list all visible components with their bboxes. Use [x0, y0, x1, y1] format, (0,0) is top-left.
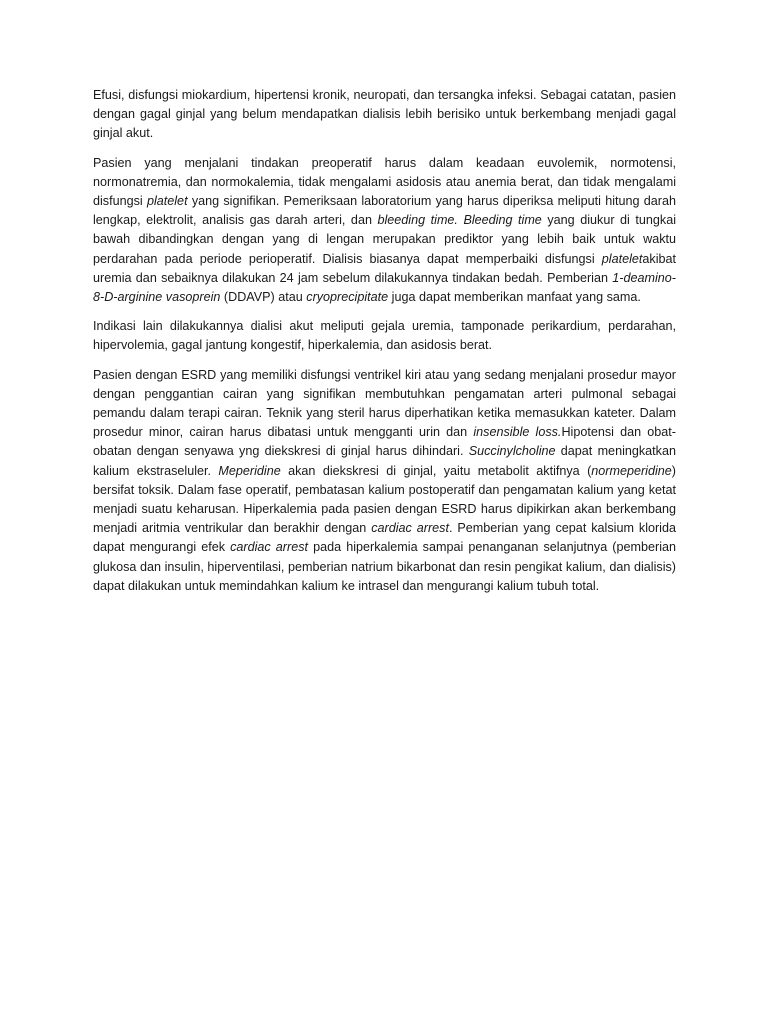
text-run: dapat meningkatkan kalium ekstraseluler.: [93, 444, 676, 478]
text-run: (DDAVP) atau: [220, 290, 307, 305]
document-page: [93, 86, 676, 606]
italic-term: platelet: [601, 251, 643, 266]
italic-term: bleeding time. Bleeding time: [377, 213, 542, 228]
text-run: Pasien yang menjalani tindakan preoperatif harus dalam keadaan euvolemik, normotensi, normonatremia, dan normokalemia, tidak mengalami asidosis atau anemia berat, dan tidak mengalami disfungsi: [93, 155, 676, 209]
italic-term: 1-deamino-8-D-arginine vasoprein: [93, 270, 676, 305]
text-run: akan diekskresi di ginjal, yaitu metabolit aktifnya (: [280, 463, 592, 478]
text-run: Hipotensi dan obat-obatan dengan senyawa yng diekskresi di ginjal harus dihindari.: [93, 425, 676, 459]
text-run: Efusi, disfungsi miokardium, hipertensi kronik, neuropati, dan tersangka infeksi. Sebagai catatan, pasien dengan gagal ginjal yang belum mendapatkan dialisis lebih berisiko untuk berkembang menjadi gagal ginjal akut.: [93, 88, 676, 141]
text-run: ) bersifat toksik. Dalam fase operatif, pembatasan kalium postoperatif dan pengamatan kalium yang ketat menjadi suatu keharusan. Hiperkalemia pada pasien dengan ESRD harus dipikirkan akan berkembang menjadi aritmia ventrikular dan berakhir dengan: [93, 463, 676, 536]
italic-term: insensible loss.: [473, 425, 562, 440]
text-run: Indikasi lain dilakukannya dialisi akut meliputi gejala uremia, tamponade perikardium, perdarahan, hipervolemia, gagal jantung kongestif, hiperkalemia, dan asidosis berat.: [93, 319, 676, 353]
italic-term: cardiac arrest: [371, 521, 449, 536]
text-run: yang signifikan. Pemeriksaan laboratorium yang harus diperiksa meliputi hitung darah lengkap, elektrolit, analisis gas darah arteri, dan: [93, 194, 676, 228]
paragraph-4: [93, 366, 676, 596]
paragraph-2: [93, 154, 676, 308]
text-run: akibat uremia dan sebaiknya dilakukan 24 jam sebelum dilakukannya tindakan bedah. Pemberian: [93, 251, 676, 285]
italic-term: Succinylcholine: [468, 444, 556, 459]
paragraph-3: [93, 317, 676, 355]
italic-term: platelet: [146, 194, 188, 209]
italic-term: cryoprecipitate: [306, 290, 389, 305]
text-run: yang diukur di tungkai bawah dibandingkan dengan yang di lengan merupakan prediktor yang lebih baik untuk waktu perdarahan pada periode perioperatif. Dialisis biasanya dapat memperbaiki disfungsi: [93, 213, 676, 266]
italic-term: normeperidine: [591, 463, 672, 478]
italic-term: cardiac arrest: [230, 540, 308, 555]
text-run: juga dapat memberikan manfaat yang sama.: [388, 290, 641, 305]
text-run: . Pemberian yang cepat kalsium klorida dapat mengurangi efek: [93, 521, 676, 555]
text-run: pada hiperkalemia sampai penanganan selanjutnya (pemberian glukosa dan insulin, hiperventilasi, pemberian natrium bikarbonat dan resin pengikat kalium, dan dialisis) dapat dilakukan untuk memindahkan kalium ke intrasel dan mengurangi kalium tubuh total.: [93, 540, 677, 593]
text-run: Pasien dengan ESRD yang memiliki disfungsi ventrikel kiri atau yang sedang menjalani prosedur mayor dengan penggantian cairan yang signifikan membutuhkan pengamatan arteri pulmonal sebagai pemandu dalam terapi cairan. Teknik yang steril harus diperhatikan ketika memasukkan kateter. Dalam prosedur minor, cairan harus dibatasi untuk mengganti urin dan: [93, 367, 676, 440]
paragraph-1: [93, 86, 676, 144]
italic-term: Meperidine: [218, 463, 281, 478]
